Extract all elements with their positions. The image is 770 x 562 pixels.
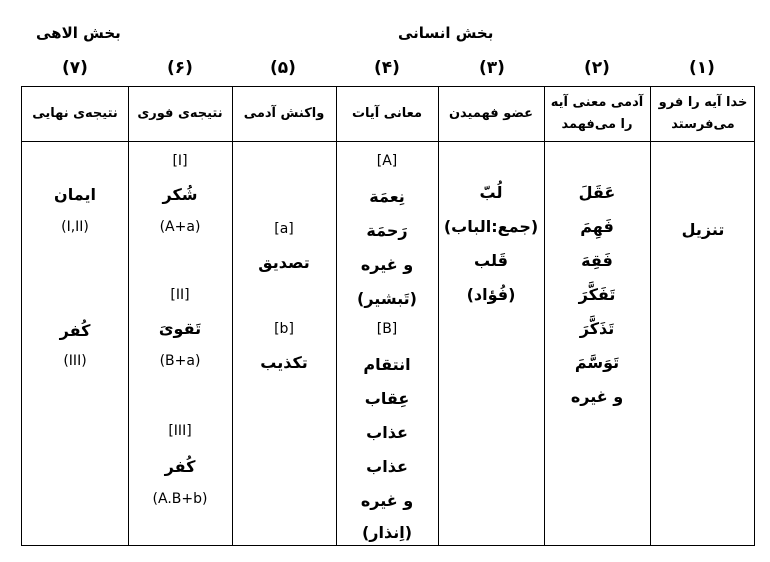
cell-immediate: (A+a)	[159, 219, 201, 235]
column-divider	[336, 87, 337, 545]
cell-meaning: و غیره	[360, 255, 414, 274]
cell-meaning: عذاب	[366, 423, 408, 442]
cell-immediate: [III]	[168, 423, 192, 439]
cell-verb: تَذَکَّرَ	[579, 319, 615, 338]
cell-verb: تَفَکَّرَ	[578, 285, 616, 304]
cell-organ: قَلب	[474, 251, 508, 270]
cell-organ: (فُؤاد)	[466, 285, 516, 304]
col-number-5: (۵)	[270, 58, 296, 78]
col-number-6: (۶)	[167, 58, 193, 78]
column-divider	[544, 87, 545, 545]
cell-meaning: عِقاب	[364, 389, 410, 408]
cell-immediate: شُکر	[162, 185, 198, 204]
cell-verb: عَقَلَ	[578, 183, 616, 202]
cell-meaning: و غیره	[360, 491, 414, 510]
cell-final: (I,II)	[61, 219, 89, 235]
column-divider	[232, 87, 233, 545]
cell-immediate: [I]	[172, 153, 188, 169]
cell-verb: فَقِهَ	[581, 251, 613, 270]
column-divider	[128, 87, 129, 545]
cell-organ: (جمع:الباب)	[443, 217, 539, 236]
col-header-4: معانی آیات	[351, 106, 423, 121]
cell-verb: فَهِمَ	[580, 217, 614, 236]
cell-meaning: انتقام	[363, 355, 411, 374]
cell-verb: تَوَسَّمَ	[574, 353, 620, 372]
cell-reaction: تکذیب	[260, 353, 308, 372]
cell-immediate: کُفر	[164, 457, 196, 476]
cell-immediate: [II]	[170, 287, 190, 303]
cell-reaction: [b]	[274, 321, 294, 337]
cell-organ: لُبّ	[479, 183, 503, 202]
col-number-2: (۲)	[584, 58, 610, 78]
cell-final: (III)	[63, 353, 87, 369]
col-number-3: (۳)	[479, 58, 505, 78]
cell-immediate: (B+a)	[159, 353, 201, 369]
col-header-2: آدمی معنی آیه را می‌فهمد	[550, 95, 644, 132]
cell-meaning: (اِنذار)	[361, 523, 413, 542]
cell-meaning: رَحمَة	[366, 221, 408, 240]
header-divider	[22, 141, 754, 142]
col-header-6: نتیجه‌ی فوری	[137, 106, 223, 121]
col-header-3: عضو فهمیدن	[448, 106, 534, 121]
cell-immediate: تَقویَ	[158, 319, 202, 338]
cell-meaning: عذاب	[366, 457, 408, 476]
col-number-1: (۱)	[689, 58, 715, 78]
column-divider	[650, 87, 651, 545]
cell-final: ایمان	[54, 185, 96, 204]
column-divider	[438, 87, 439, 545]
cell-reaction: [a]	[274, 221, 294, 237]
col-number-7: (۷)	[62, 58, 88, 78]
section-divine-label: بخش الاهی	[36, 24, 121, 42]
col-number-4: (۴)	[374, 58, 400, 78]
col-header-5: واکنش آدمی	[243, 106, 325, 121]
cell-meaning: (تَبشیر)	[357, 289, 417, 308]
cell-final: کُفر	[59, 321, 91, 340]
cell-meaning: [B]	[376, 321, 398, 337]
cell-meaning: نِعمَة	[369, 187, 405, 206]
cell-meaning: [A]	[376, 153, 398, 169]
cell-tanzil: تنزیل	[681, 220, 725, 239]
cell-immediate: (A.B+b)	[152, 491, 208, 507]
col-header-1: خدا آیه را فرو می‌فرستد	[658, 95, 748, 132]
section-human-label: بخش انسانی	[398, 24, 494, 42]
col-header-7: نتیجه‌ی نهایی	[32, 106, 118, 121]
concept-table	[21, 86, 755, 546]
cell-reaction: تصدیق	[258, 253, 310, 272]
cell-verb: و غیره	[570, 387, 624, 406]
